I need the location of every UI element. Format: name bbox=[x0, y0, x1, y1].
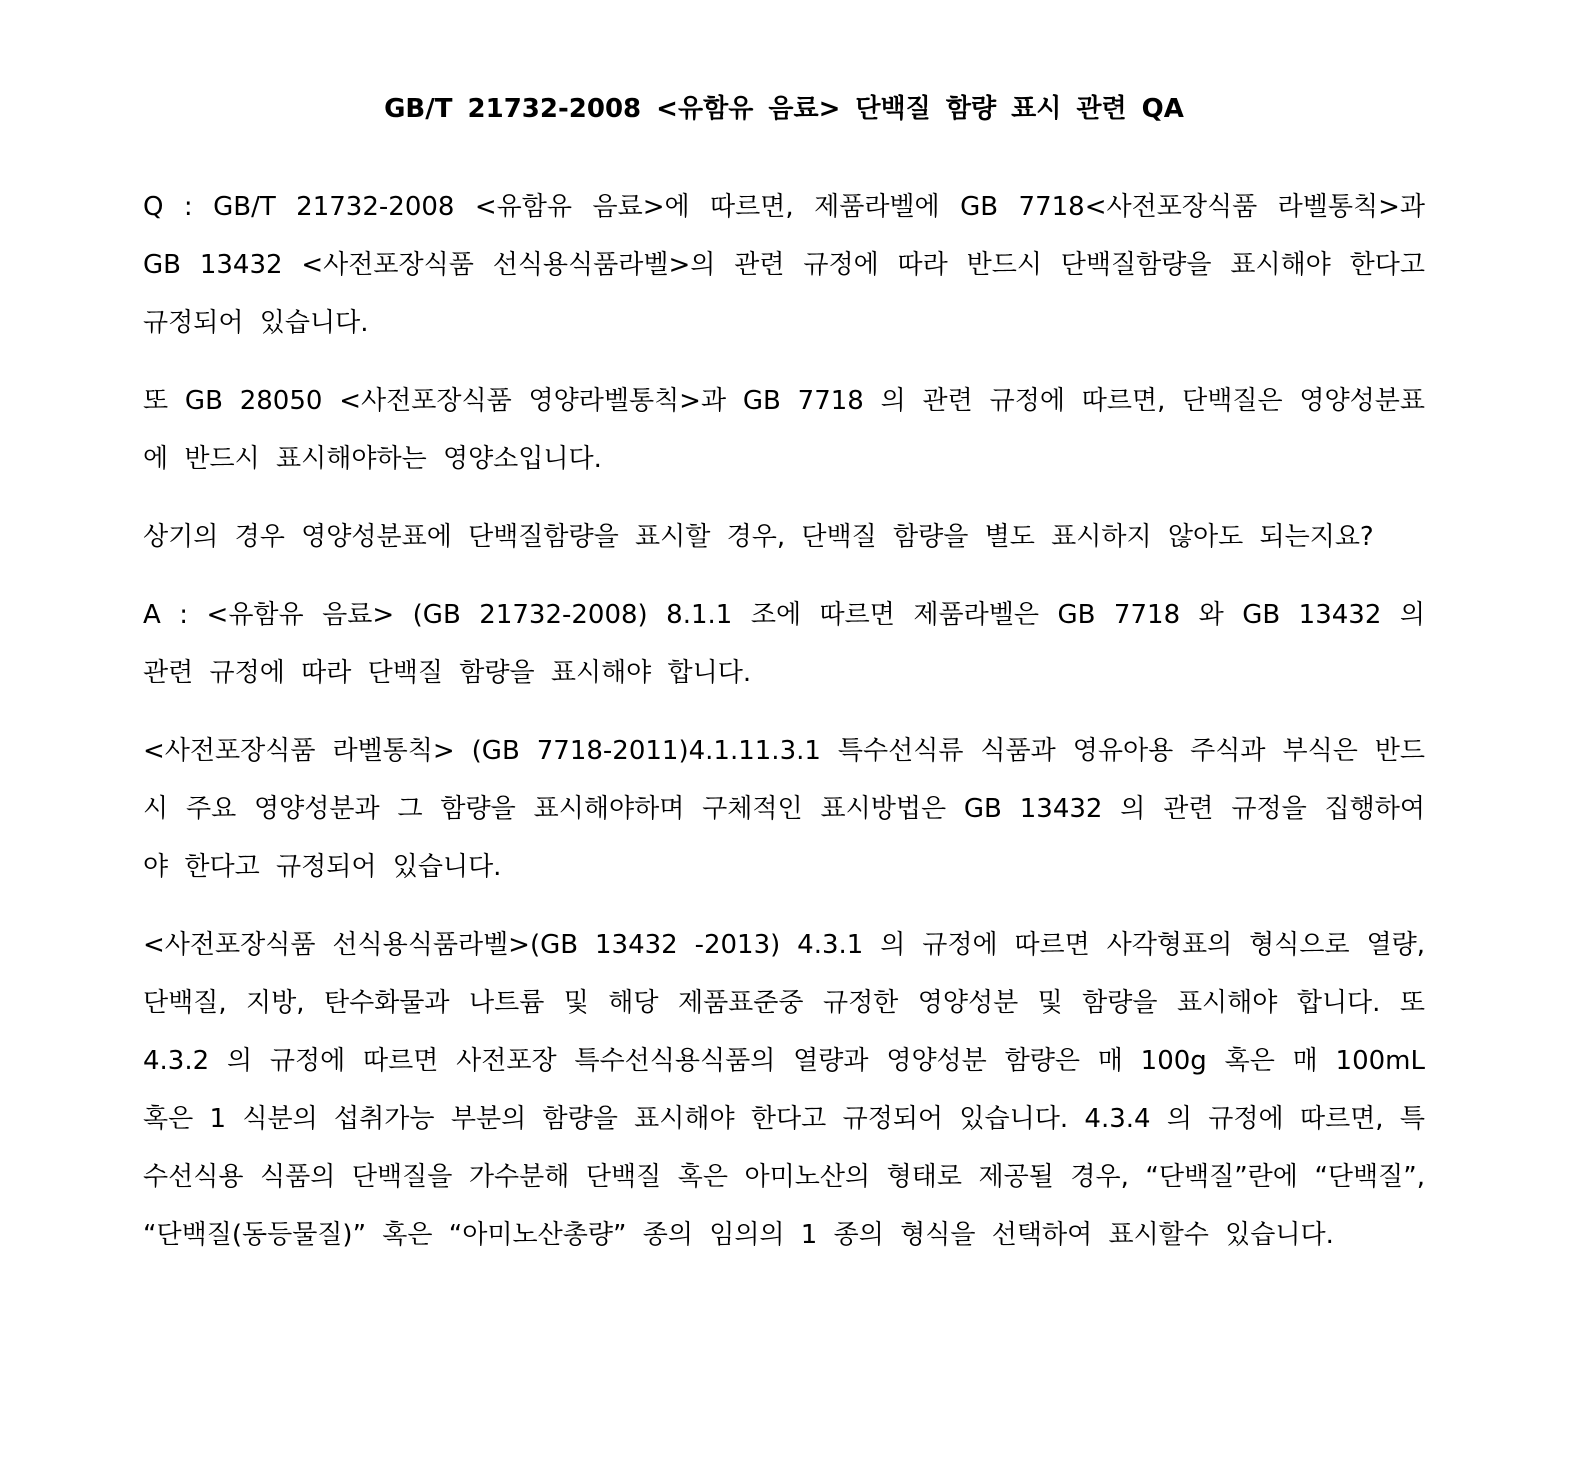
question-context-paragraph: 또 GB 28050 <사전포장식품 영양라벨통칙>과 GB 7718 의 관련 규정에 따르면, 단백질은 영양성분표에 반드시 표시해야하는 영양소입니다. bbox=[143, 386, 1425, 474]
question-ask-paragraph: 상기의 경우 영양성분표에 단백질함량을 표시할 경우, 단백질 함량을 별도 표시하지 않아도 되는지요? bbox=[143, 522, 1374, 552]
answer-gb7718-paragraph: <사전포장식품 라벨통칙> (GB 7718-2011)4.1.11.3.1 특수선식류 식품과 영유아용 주식과 부식은 반드시 주요 영양성분과 그 함량을 표시해야하며 구체적인 표시방법은 GB 13432 의 관련 규정을 집행하여야 한다고 규정되어 있습니다. bbox=[143, 736, 1425, 882]
document-page bbox=[143, 84, 1425, 1284]
question-paragraph: Q : GB/T 21732-2008 <유함유 음료>에 따르면, 제품라벨에 GB 7718<사전포장식품 라벨통칙>과 GB 13432 <사전포장식품 선식용식품라벨>의 관련 규정에 따라 반드시 단백질함량을 표시해야 한다고 규정되어 있습니다. bbox=[143, 192, 1425, 338]
answer-paragraph: A : <유함유 음료> (GB 21732-2008) 8.1.1 조에 따르면 제품라벨은 GB 7718 와 GB 13432 의 관련 규정에 따라 단백질 함량을 표시해야 합니다. bbox=[143, 600, 1425, 688]
document-title: GB/T 21732-2008 <유함유 음료> 단백질 함량 표시 관련 QA bbox=[384, 94, 1184, 124]
answer-gb13432-paragraph: <사전포장식품 선식용식품라벨>(GB 13432 -2013) 4.3.1 의 규정에 따르면 사각형표의 형식으로 열량, 단백질, 지방, 탄수화물과 나트륨 및 해당 제품표준중 규정한 영양성분 및 함량을 표시해야 합니다. 또 4.3.2 의 규정에 따르면 사전포장 특수선식용식품의 열량과 영양성분 함량은 매 100g 혹은 매 100mL 혹은 1 식분의 섭취가능 부분의 함량을 표시해야 한다고 규정되어 있습니다. 4.3.4 의 규정에 따르면, 특수선식용 식품의 단백질을 가수분해 단백질 혹은 아미노산의 형태로 제공될 경우, “단백질”란에 “단백질”, “단백질(동등물질)” 혹은 “아미노산총량” 종의 임의의 1 종의 형식을 선택하여 표시할수 있습니다. bbox=[143, 930, 1425, 1250]
